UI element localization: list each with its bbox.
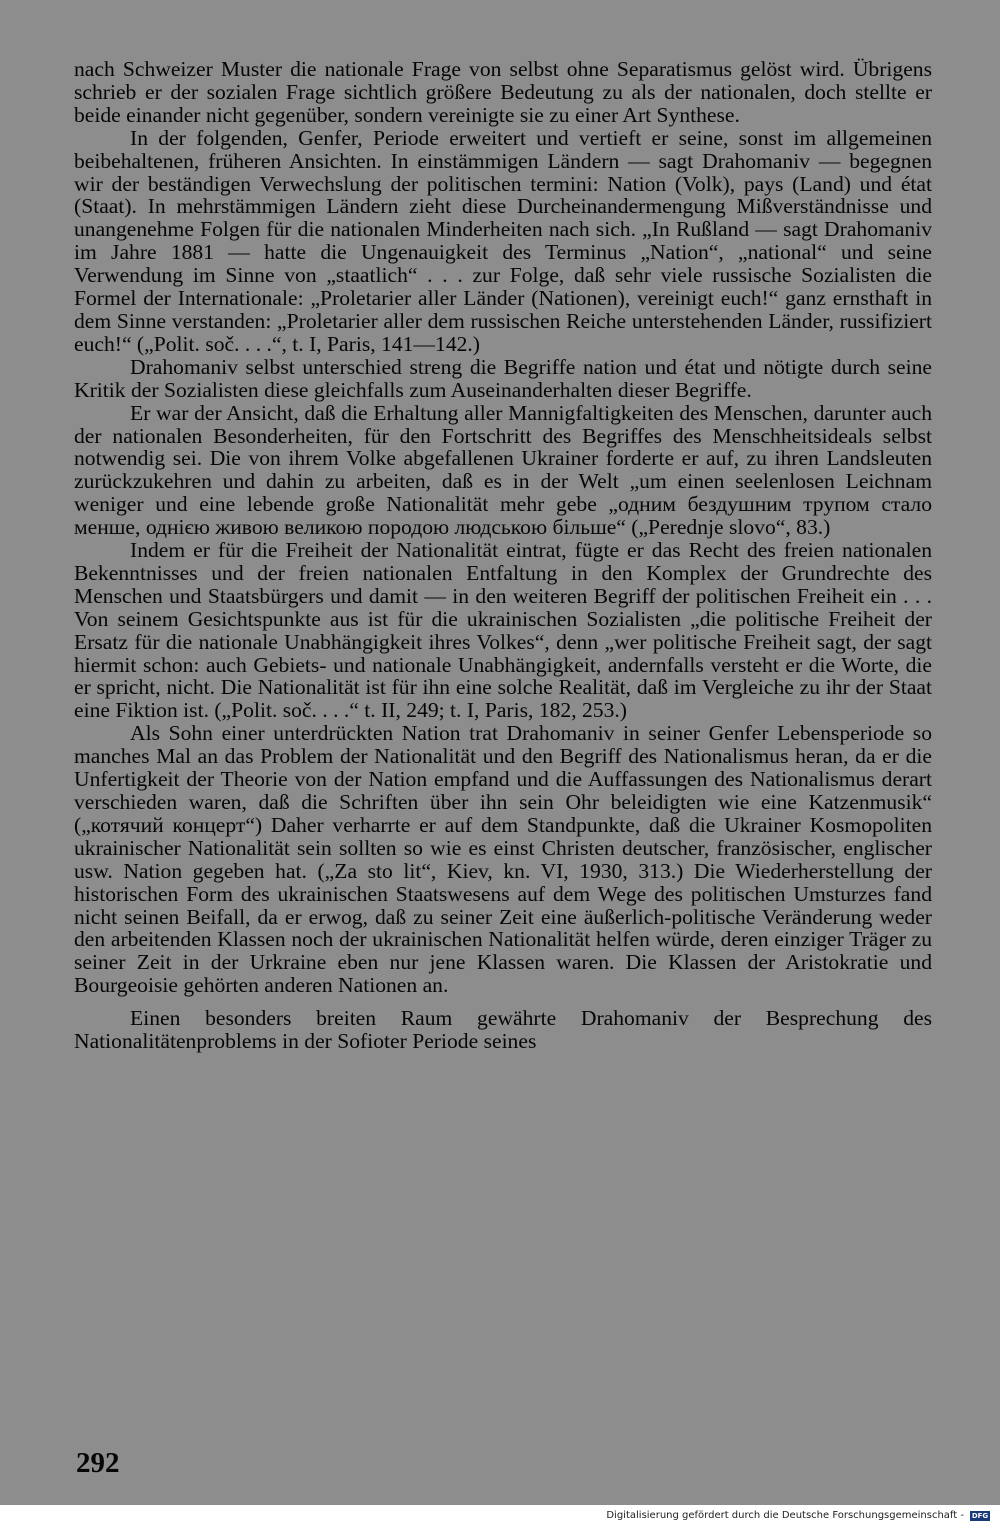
paragraph-7: Einen besonders breiten Raum gewährte Drahomaniv der Besprechung des Nationalitätenproblems in der Sofioter Periode seines: [74, 1006, 932, 1054]
page-number: 292: [76, 1447, 120, 1479]
paragraph-3: Drahomaniv selbst unterschied streng die Begriffe nation und état und nötigte durch seine Kritik der Sozialisten diese gleichfalls zum Auseinanderhalten dieser Begriffe.: [74, 354, 932, 402]
paragraph-5: Indem er für die Freiheit der Nationalität eintrat, fügte er das Recht des freien nationalen Bekenntnisses und der freien nationalen Entfaltung in den Komplex der Grundrechte des Menschen und Staatsbürgers und damit — in den weiteren Begriff der politischen Freiheit ein . . . Von seinem Gesichtspunkte aus ist für die ukrainischen Sozialisten „die politische Freiheit der Ersatz für die nationale Unabhängigkeit ihres Volkes“, denn „wer politische Freiheit sagt, der sagt hiermit schon: auch Gebiets- und nationale Unabhängigkeit, andernfalls versteht er die Worte, die er spricht, nicht. Die Nationalität ist für ihn eine solche Realität, daß im Vergleiche zu ihr der Staat eine Fiktion ist. („Polit. soč. . . .“ t. II, 249; t. I, Paris, 182, 253.): [74, 538, 932, 723]
body-text: [74, 58, 932, 1053]
paragraph-4: Er war der Ansicht, daß die Erhaltung aller Mannigfaltigkeiten des Menschen, darunter auch der nationalen Besonderheiten, für den Fortschritt des Begriffes des Menschheitsideals selbst notwendig sei. Die von ihrem Volke abgefallenen Ukrainer forderte er auf, zu ihren Landsleuten zurückzukehren und dahin zu arbeiten, daß es in der Welt „um einen seelenlosen Leichnam weniger und eine lebende große Nationalität mehr gebe „одним бездушним трупом стало менше, однією живою великою породою людською більше“ („Perednje slovo“, 83.): [74, 400, 932, 540]
dfg-logo: DFG: [971, 1512, 989, 1520]
paragraph-2: In der folgenden, Genfer, Periode erweitert und vertieft er seine, sonst im allgemeinen beibehaltenen, früheren Ansichten. In einstämmigen Ländern — sagt Drahomaniv — begegnen wir der beständigen Verwechslung der politischen termini: Nation (Volk), pays (Land) und état (Staat). In mehrstämmigen Ländern zieht diese Durcheinandermengung Mißverständnisse und unangenehme Folgen für die nationalen Minderheiten nach sich. „In Rußland — sagt Drahomaniv im Jahre 1881 — hatte die Ungenauigkeit des Terminus „Nation“, „national“ und seine Verwendung im Sinne von „staatlich“ . . . zur Folge, daß sehr viele russische Sozialisten die Formel der Internationale: „Proletarier aller Länder (Nationen), vereinigt euch!“ ganz ernsthaft in dem Sinne verstanden: „Proletarier aller dem russischen Reiche unterstehenden Länder, russifiziert euch!“ („Polit. soč. . . .“, t. I, Paris, 141—142.): [74, 125, 932, 356]
footer-bar: [0, 1505, 1000, 1528]
paragraph-6: Als Sohn einer unterdrückten Nation trat Drahomaniv in seiner Genfer Lebensperiode so manches Mal an das Problem der Nationalität und den Begriff des Nationalismus heran, da er die Unfertigkeit der Theorie von der Nation empfand und die Auffassungen des Nationalismus derart verschieden waren, daß die Schriften über ihn sein Ohr beleidigten wie eine Katzenmusik“ („котячий концерт“) Daher verharrte er auf dem Standpunkte, daß die Ukrainer Kosmopoliten ukrainischer Nationalität sein sollten so wie es einst Christen deutscher, französischer, englischer usw. Nation gegeben hat. („Za sto lit“, Kiev, kn. VI, 1930, 313.) Die Wiederherstellung der historischen Form des ukrainischen Staatswesens auf dem Wege des politischen Umsturzes fand nicht seinen Beifall, da er erwog, daß zu seiner Zeit eine äußerlich-politische Veränderung weder den arbeitenden Klassen noch der ukrainischen Nationalität helfen würde, deren einziger Träger zu seiner Zeit in der Urkraine eben nur jene Klassen waren. Die Klassen der Aristokratie und Bourgeoisie gehörten anderen Nationen an.: [74, 721, 932, 998]
funding-credit: Digitalisierung gefördert durch die Deutsche Forschungsgemeinschaft -: [606, 1510, 964, 1521]
paragraph-1: nach Schweizer Muster die nationale Frage von selbst ohne Separatismus gelöst wird. Übrigens schrieb er der sozialen Frage sichtlich größere Bedeutung zu als der nationalen, doch stellte er beide einander nicht gegenüber, sondern vereinigte sie zu einer Art Synthese.: [74, 57, 932, 127]
